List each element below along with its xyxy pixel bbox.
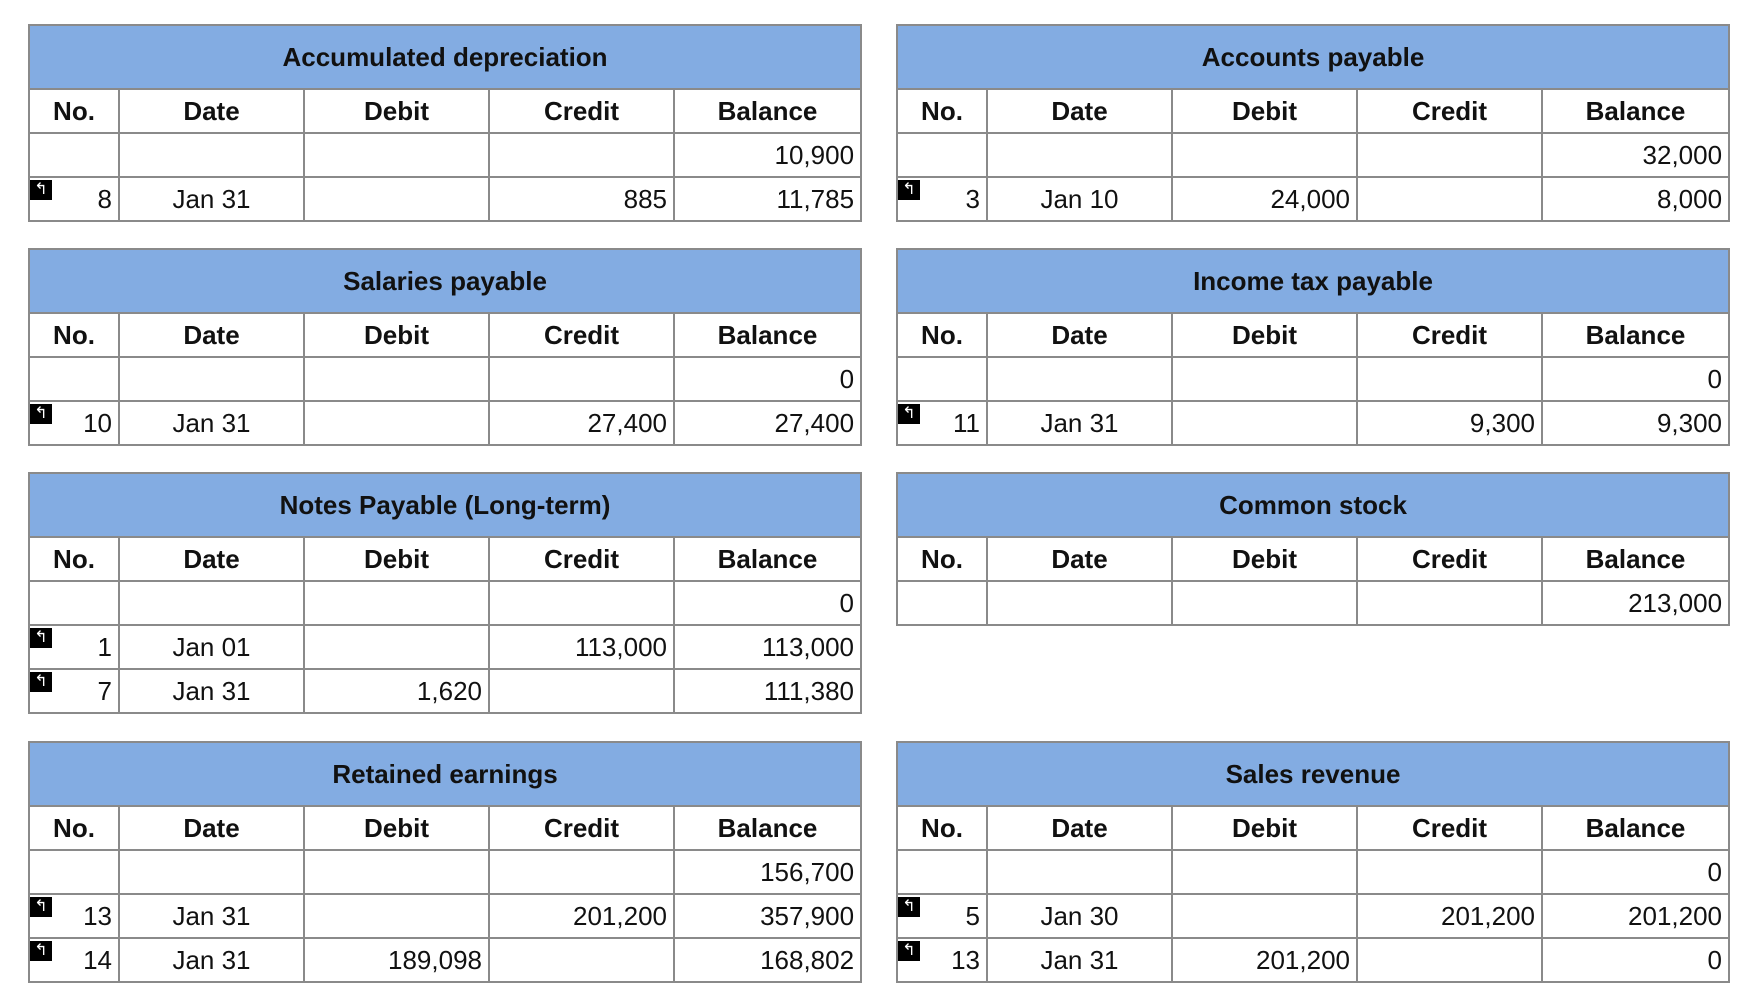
entry-debit: 24,000 — [1172, 177, 1357, 221]
entry-credit: 201,200 — [1357, 894, 1542, 938]
column-header-credit: Credit — [1357, 89, 1542, 133]
entry-credit: 113,000 — [489, 625, 674, 669]
entry-number-value: 13 — [951, 944, 980, 975]
entry-number — [897, 938, 987, 982]
ledger-row — [897, 401, 1729, 445]
entry-number — [29, 357, 119, 401]
entry-debit — [1172, 133, 1357, 177]
entry-date: Jan 30 — [987, 894, 1172, 938]
entry-balance: 0 — [1542, 357, 1729, 401]
entry-balance: 0 — [1542, 938, 1729, 982]
column-header-debit: Debit — [1172, 806, 1357, 850]
entry-balance: 27,400 — [674, 401, 861, 445]
ledger-row — [897, 894, 1729, 938]
entry-balance: 0 — [1542, 850, 1729, 894]
entry-balance: 113,000 — [674, 625, 861, 669]
entry-balance: 213,000 — [1542, 581, 1729, 625]
ledger-row — [29, 894, 861, 938]
entry-credit — [1357, 938, 1542, 982]
entry-date — [119, 133, 304, 177]
column-header-date: Date — [987, 537, 1172, 581]
entry-date: Jan 31 — [119, 177, 304, 221]
column-header-balance: Balance — [1542, 537, 1729, 581]
entry-date: Jan 31 — [987, 938, 1172, 982]
entry-number — [897, 177, 987, 221]
ledger-row — [29, 625, 861, 669]
entry-number-value: 3 — [965, 183, 980, 214]
entry-number — [29, 177, 119, 221]
ledger-income-tax-payable — [896, 248, 1730, 446]
return-arrow-icon[interactable]: ↰ — [898, 941, 920, 961]
column-header-credit: Credit — [489, 313, 674, 357]
entry-number — [897, 401, 987, 445]
entry-credit — [1357, 850, 1542, 894]
entry-credit: 201,200 — [489, 894, 674, 938]
entry-debit — [304, 850, 489, 894]
column-header-no: No. — [29, 313, 119, 357]
ledger-title: Income tax payable — [897, 249, 1729, 313]
return-arrow-icon[interactable]: ↰ — [30, 628, 52, 648]
entry-credit — [489, 357, 674, 401]
entry-number-value: 8 — [97, 183, 112, 214]
entry-number — [897, 133, 987, 177]
column-header-credit: Credit — [1357, 537, 1542, 581]
entry-balance: 168,802 — [674, 938, 861, 982]
column-header-date: Date — [987, 89, 1172, 133]
entry-date: Jan 31 — [119, 669, 304, 713]
entry-balance: 10,900 — [674, 133, 861, 177]
entry-credit: 27,400 — [489, 401, 674, 445]
entry-credit — [1357, 177, 1542, 221]
ledger-notes-payable-long-term — [28, 472, 862, 714]
column-header-date: Date — [119, 89, 304, 133]
entry-date: Jan 01 — [119, 625, 304, 669]
column-header-credit: Credit — [1357, 313, 1542, 357]
entry-debit: 201,200 — [1172, 938, 1357, 982]
ledger-title: Accounts payable — [897, 25, 1729, 89]
ledger-sales-revenue — [896, 741, 1730, 983]
ledger-title: Retained earnings — [29, 742, 861, 806]
entry-credit — [489, 669, 674, 713]
ledger-title: Sales revenue — [897, 742, 1729, 806]
column-header-credit: Credit — [489, 806, 674, 850]
entry-credit — [1357, 133, 1542, 177]
entry-debit: 189,098 — [304, 938, 489, 982]
entry-credit — [1357, 357, 1542, 401]
entry-balance: 201,200 — [1542, 894, 1729, 938]
column-header-balance: Balance — [1542, 313, 1729, 357]
entry-number — [29, 581, 119, 625]
entry-number — [29, 938, 119, 982]
column-header-balance: Balance — [674, 806, 861, 850]
entry-number-value: 5 — [965, 900, 980, 931]
ledger-title: Accumulated depreciation — [29, 25, 861, 89]
entry-date — [987, 133, 1172, 177]
entry-number — [29, 133, 119, 177]
column-header-date: Date — [119, 313, 304, 357]
column-header-no: No. — [897, 313, 987, 357]
column-header-no: No. — [29, 806, 119, 850]
entry-balance: 111,380 — [674, 669, 861, 713]
column-header-debit: Debit — [304, 89, 489, 133]
entry-number-value: 11 — [953, 407, 980, 438]
entry-date: Jan 31 — [119, 938, 304, 982]
column-header-no: No. — [897, 806, 987, 850]
ledger-title: Common stock — [897, 473, 1729, 537]
entry-balance: 9,300 — [1542, 401, 1729, 445]
entry-number — [897, 894, 987, 938]
column-header-no: No. — [897, 89, 987, 133]
ledger-row — [897, 850, 1729, 894]
entry-balance: 156,700 — [674, 850, 861, 894]
entry-debit — [304, 581, 489, 625]
ledger-title: Notes Payable (Long-term) — [29, 473, 861, 537]
entry-debit — [1172, 401, 1357, 445]
ledger-row — [29, 850, 861, 894]
column-header-debit: Debit — [304, 313, 489, 357]
entry-balance: 8,000 — [1542, 177, 1729, 221]
ledger-row — [29, 581, 861, 625]
ledger-row — [897, 938, 1729, 982]
entry-debit — [304, 401, 489, 445]
entry-number-value: 13 — [83, 900, 112, 931]
ledger-row — [29, 133, 861, 177]
ledger-salaries-payable — [28, 248, 862, 446]
entry-debit — [304, 894, 489, 938]
ledger-row — [897, 357, 1729, 401]
entry-debit — [1172, 850, 1357, 894]
ledger-accumulated-depreciation — [28, 24, 862, 222]
ledger-title: Salaries payable — [29, 249, 861, 313]
column-header-credit: Credit — [1357, 806, 1542, 850]
entry-date: Jan 31 — [119, 401, 304, 445]
entry-balance: 32,000 — [1542, 133, 1729, 177]
column-header-balance: Balance — [674, 89, 861, 133]
entry-balance: 357,900 — [674, 894, 861, 938]
ledger-common-stock — [896, 472, 1730, 626]
entry-date: Jan 31 — [119, 894, 304, 938]
entry-date — [119, 850, 304, 894]
column-header-balance: Balance — [674, 537, 861, 581]
column-header-no: No. — [897, 537, 987, 581]
ledger-row — [29, 938, 861, 982]
entry-number-value: 1 — [97, 631, 112, 662]
entry-debit — [304, 133, 489, 177]
return-arrow-icon[interactable]: ↰ — [30, 180, 52, 200]
entry-credit — [1357, 581, 1542, 625]
entry-number — [29, 625, 119, 669]
return-arrow-icon[interactable]: ↰ — [30, 672, 52, 692]
entry-balance: 0 — [674, 581, 861, 625]
ledger-retained-earnings — [28, 741, 862, 983]
return-arrow-icon[interactable]: ↰ — [898, 404, 920, 424]
entry-date — [119, 581, 304, 625]
entry-balance: 11,785 — [674, 177, 861, 221]
column-header-debit: Debit — [1172, 537, 1357, 581]
entry-date — [119, 357, 304, 401]
entry-number-value: 10 — [83, 407, 112, 438]
entry-credit: 9,300 — [1357, 401, 1542, 445]
entry-number — [897, 850, 987, 894]
return-arrow-icon[interactable]: ↰ — [898, 180, 920, 200]
entry-credit — [489, 850, 674, 894]
entry-date — [987, 581, 1172, 625]
ledger-row — [29, 177, 861, 221]
entry-number — [29, 850, 119, 894]
ledger-row — [29, 401, 861, 445]
entry-credit — [489, 133, 674, 177]
column-header-date: Date — [987, 313, 1172, 357]
entry-date — [987, 850, 1172, 894]
entry-debit — [1172, 894, 1357, 938]
column-header-debit: Debit — [1172, 89, 1357, 133]
column-header-date: Date — [987, 806, 1172, 850]
column-header-debit: Debit — [304, 806, 489, 850]
entry-credit: 885 — [489, 177, 674, 221]
entry-date: Jan 10 — [987, 177, 1172, 221]
ledger-row — [897, 581, 1729, 625]
entry-number — [29, 894, 119, 938]
ledger-accounts-payable — [896, 24, 1730, 222]
entry-credit — [489, 581, 674, 625]
entry-debit: 1,620 — [304, 669, 489, 713]
entry-number — [897, 581, 987, 625]
column-header-no: No. — [29, 537, 119, 581]
entry-number — [29, 401, 119, 445]
ledger-row — [897, 133, 1729, 177]
entry-debit — [1172, 581, 1357, 625]
entry-debit — [304, 177, 489, 221]
column-header-date: Date — [119, 537, 304, 581]
return-arrow-icon[interactable]: ↰ — [30, 897, 52, 917]
column-header-credit: Credit — [489, 89, 674, 133]
entry-debit — [304, 625, 489, 669]
ledger-row — [897, 177, 1729, 221]
column-header-balance: Balance — [674, 313, 861, 357]
entry-number — [897, 357, 987, 401]
ledger-row — [29, 357, 861, 401]
column-header-credit: Credit — [489, 537, 674, 581]
entry-number-value: 14 — [83, 944, 112, 975]
entry-debit — [304, 357, 489, 401]
return-arrow-icon[interactable]: ↰ — [30, 404, 52, 424]
entry-date — [987, 357, 1172, 401]
column-header-debit: Debit — [1172, 313, 1357, 357]
entry-number — [29, 669, 119, 713]
column-header-no: No. — [29, 89, 119, 133]
entry-date: Jan 31 — [987, 401, 1172, 445]
return-arrow-icon[interactable]: ↰ — [898, 897, 920, 917]
column-header-date: Date — [119, 806, 304, 850]
ledger-row — [29, 669, 861, 713]
column-header-debit: Debit — [304, 537, 489, 581]
entry-balance: 0 — [674, 357, 861, 401]
entry-number-value: 7 — [97, 675, 112, 706]
entry-debit — [1172, 357, 1357, 401]
column-header-balance: Balance — [1542, 806, 1729, 850]
return-arrow-icon[interactable]: ↰ — [30, 941, 52, 961]
column-header-balance: Balance — [1542, 89, 1729, 133]
entry-credit — [489, 938, 674, 982]
